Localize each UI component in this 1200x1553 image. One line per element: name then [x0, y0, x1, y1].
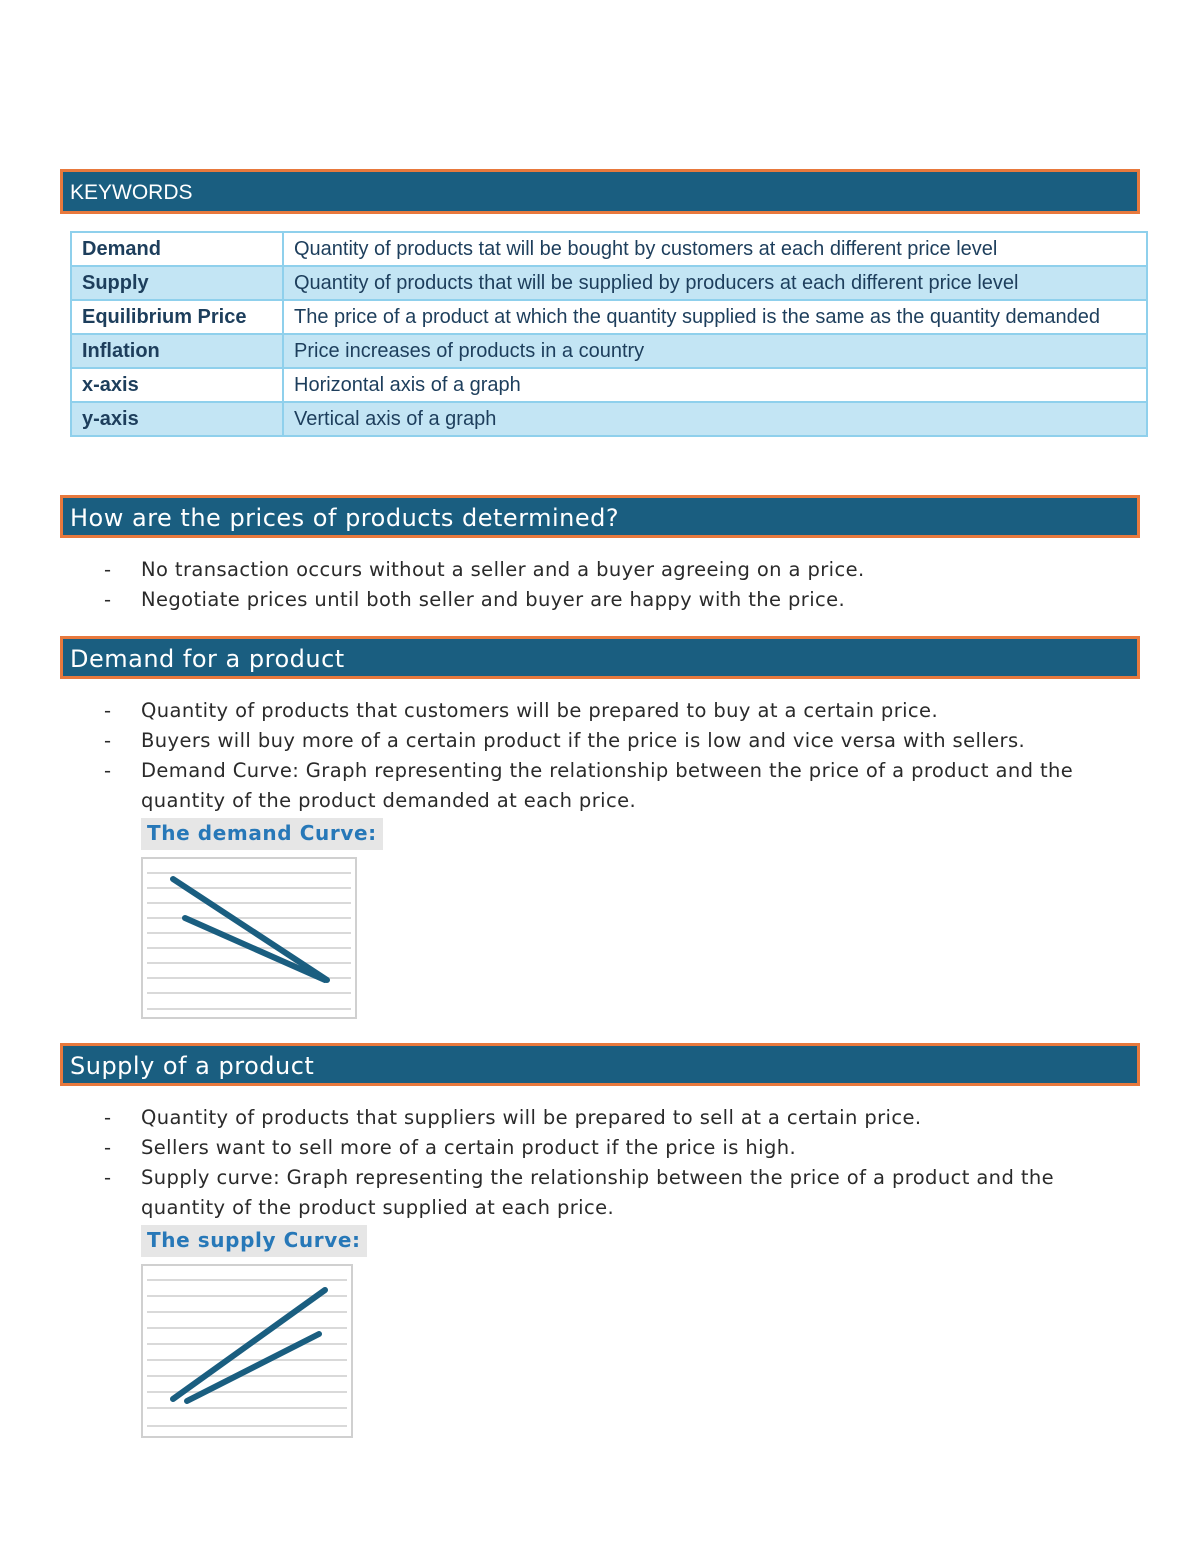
term-cell: Supply [71, 266, 283, 300]
list-item: - Quantity of products that suppliers will be prepared to sell at a certain price. [100, 1103, 1110, 1133]
list-item: - Negotiate prices until both seller and buyer are happy with the price. [100, 585, 1110, 615]
definition-cell: Price increases of products in a country [283, 334, 1147, 368]
list-item: - No transaction occurs without a seller and a buyer agreeing on a price. [100, 555, 1110, 585]
table-row [71, 368, 1147, 402]
supply-list [100, 1103, 1110, 1223]
how-prices-list [100, 555, 1110, 615]
term-cell: Demand [71, 232, 283, 266]
table-row [71, 334, 1147, 368]
list-item: - Quantity of products that customers will be prepared to buy at a certain price. [100, 696, 1110, 726]
definition-cell: Horizontal axis of a graph [283, 368, 1147, 402]
list-item: - Buyers will buy more of a certain product if the price is low and vice versa with sellers. [100, 726, 1110, 756]
demand-curve-graphic [143, 859, 355, 1017]
term-cell: Equilibrium Price [71, 300, 283, 334]
how-prices-banner [60, 495, 1140, 538]
term-cell: Inflation [71, 334, 283, 368]
demand-heading: Demand for a product [70, 645, 345, 673]
keywords-heading: KEYWORDS [70, 181, 193, 204]
supply-banner [60, 1043, 1140, 1086]
term-cell: y-axis [71, 402, 283, 436]
table-row [71, 402, 1147, 436]
list-item: - Supply curve: Graph representing the relationship between the price of a product and the quantity of the product supplied at each price. [100, 1163, 1110, 1223]
how-prices-heading: How are the prices of products determined? [70, 504, 620, 532]
term-cell: x-axis [71, 368, 283, 402]
demand-curve-image [141, 857, 357, 1019]
demand-list [100, 696, 1110, 816]
keywords-table [70, 231, 1148, 437]
list-item: - Sellers want to sell more of a certain product if the price is high. [100, 1133, 1110, 1163]
supply-curve-image [141, 1264, 353, 1438]
demand-banner [60, 636, 1140, 679]
definition-cell: Quantity of products that will be supplied by producers at each different price level [283, 266, 1147, 300]
keywords-banner [60, 169, 1140, 214]
supply-heading: Supply of a product [70, 1052, 315, 1080]
demand-curve-label: The demand Curve: [141, 818, 383, 850]
definition-cell: The price of a product at which the quantity supplied is the same as the quantity demanded [283, 300, 1147, 334]
table-row [71, 232, 1147, 266]
supply-curve-label: The supply Curve: [141, 1225, 367, 1257]
supply-curve-graphic [143, 1266, 351, 1436]
list-item: - Demand Curve: Graph representing the relationship between the price of a product and the quantity of the product demanded at each price. [100, 756, 1110, 816]
table-row [71, 266, 1147, 300]
table-row [71, 300, 1147, 334]
definition-cell: Vertical axis of a graph [283, 402, 1147, 436]
definition-cell: Quantity of products tat will be bought by customers at each different price level [283, 232, 1147, 266]
